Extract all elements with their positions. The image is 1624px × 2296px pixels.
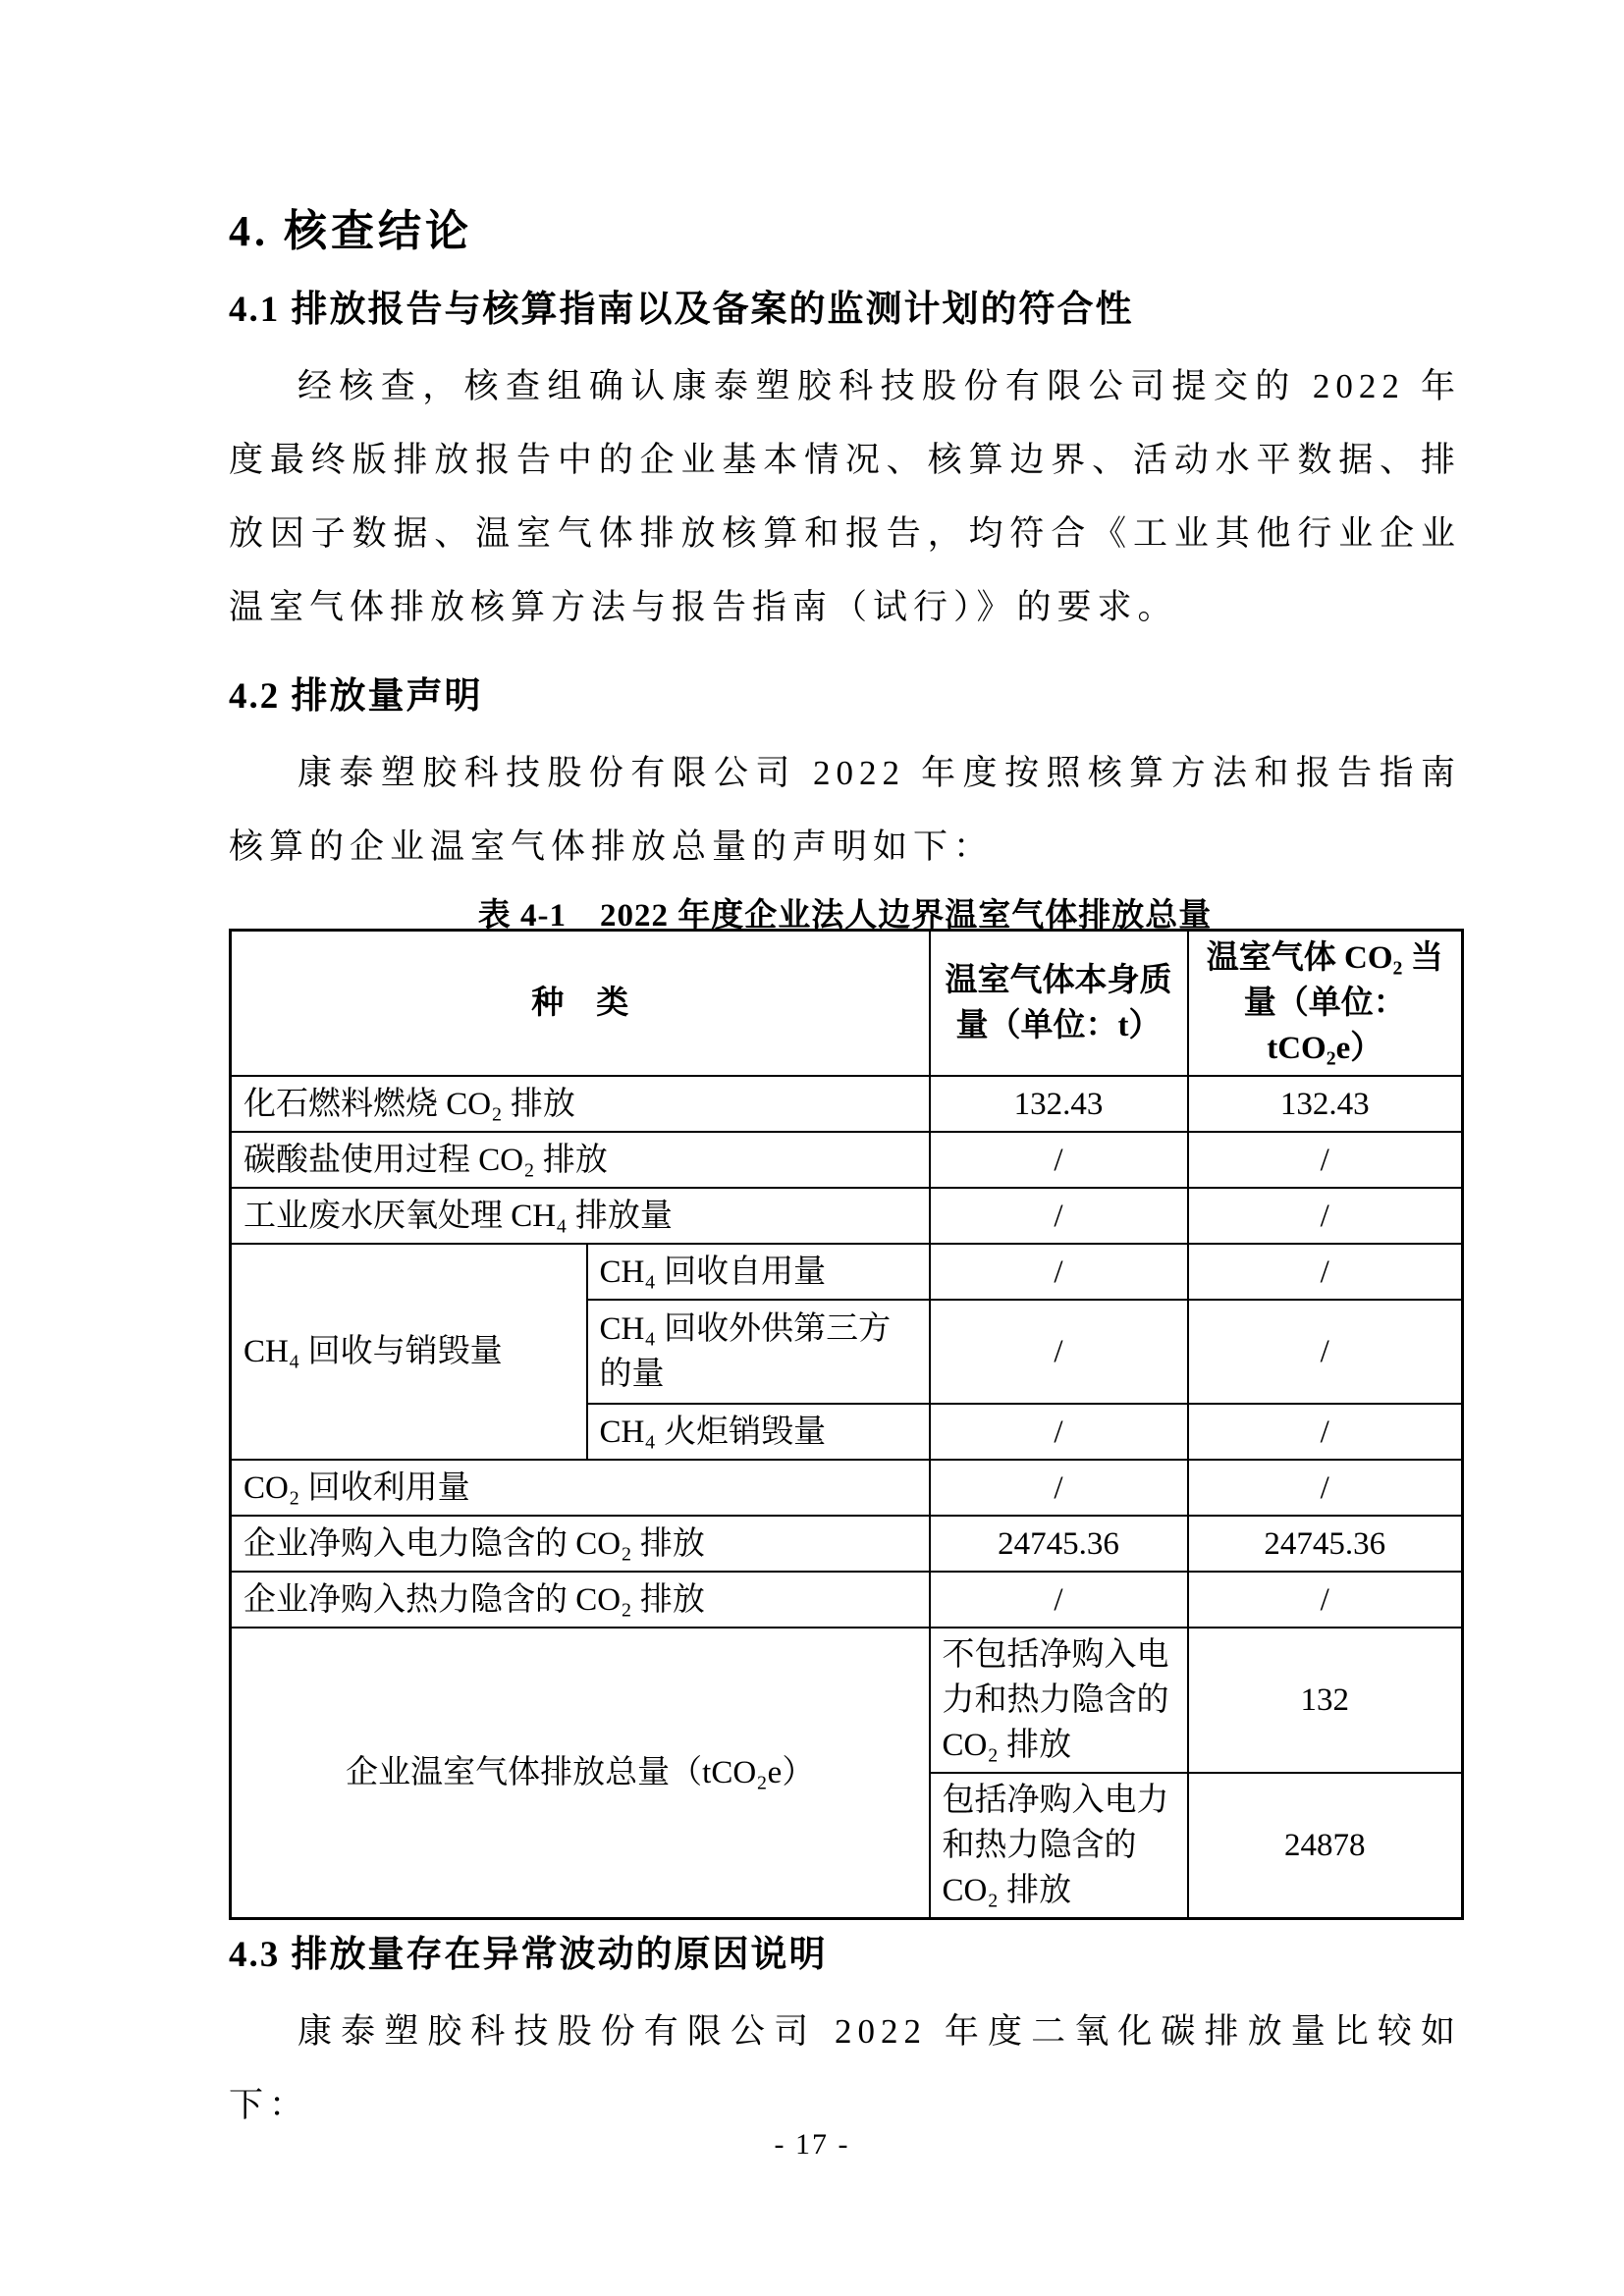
row-total-excl-value: 132 (1188, 1628, 1463, 1773)
row-heat-label: 企业净购入热力隐含的 CO₂ 排放 (231, 1572, 930, 1628)
row-co2-recovery-mass: / (930, 1460, 1188, 1516)
emissions-table (229, 929, 1464, 1920)
row-fossil-co2e: 132.43 (1188, 1076, 1463, 1132)
row-ch4-third-mass: / (930, 1300, 1188, 1404)
row-electricity-label: 企业净购入电力隐含的 CO₂ 排放 (231, 1516, 930, 1572)
row-heat-co2e: / (1188, 1572, 1463, 1628)
header-category: 种 类 (231, 931, 930, 1077)
table-row (231, 1076, 1463, 1132)
row-ch4-flare-co2e: / (1188, 1404, 1463, 1460)
row-total-incl-label: 包括净购入电力和热力隐含的 CO₂ 排放 (930, 1773, 1188, 1919)
row-fossil-label: 化石燃料燃烧 CO₂ 排放 (231, 1076, 930, 1132)
section-4-1-heading: 4.1 排放报告与核算指南以及备案的监测计划的符合性 (229, 290, 1134, 330)
table-row (231, 1628, 1463, 1773)
page-content (229, 0, 1461, 2142)
row-wastewater-label: 工业废水厌氧处理 CH₄ 排放量 (231, 1188, 930, 1244)
row-total-excl-label: 不包括净购入电力和热力隐含的 CO₂ 排放 (930, 1628, 1188, 1773)
header-co2-equivalent: 温室气体 CO₂ 当量（单位：tCO₂e） (1188, 931, 1463, 1077)
table-row (231, 1572, 1463, 1628)
page-number: - 17 - (774, 2128, 850, 2161)
header-gas-mass: 温室气体本身质量（单位：t） (930, 931, 1188, 1077)
row-carbonate-co2e: / (1188, 1132, 1463, 1188)
row-ch4-third-label: CH₄ 回收外供第三方的量 (587, 1300, 930, 1404)
row-wastewater-mass: / (930, 1188, 1188, 1244)
row-ch4-third-co2e: / (1188, 1300, 1463, 1404)
row-electricity-co2e: 24745.36 (1188, 1516, 1463, 1572)
row-carbonate-mass: / (930, 1132, 1188, 1188)
section-4-3-paragraph: 康泰塑胶科技股份有限公司 2022 年度二氧化碳排放量比较如下： (229, 2012, 1461, 2124)
row-electricity-mass: 24745.36 (930, 1516, 1188, 1572)
row-ch4-self-label: CH₄ 回收自用量 (587, 1244, 930, 1300)
row-ch4-group-label: CH₄ 回收与销毁量 (231, 1244, 587, 1460)
row-ch4-self-mass: / (930, 1244, 1188, 1300)
section-4-3-heading: 4.3 排放量存在异常波动的原因说明 (229, 1935, 828, 1975)
row-heat-mass: / (930, 1572, 1188, 1628)
section-4-heading: 4. 核查结论 (229, 207, 472, 255)
row-total-label: 企业温室气体排放总量（tCO₂e） (231, 1628, 930, 1919)
row-wastewater-co2e: / (1188, 1188, 1463, 1244)
table-header-row (231, 931, 1463, 1077)
table-row (231, 1132, 1463, 1188)
table-row (231, 1244, 1463, 1300)
section-4-2-paragraph: 康泰塑胶科技股份有限公司 2022 年度按照核算方法和报告指南核算的企业温室气体排放总量的声明如下： (229, 754, 1461, 866)
section-4-1-paragraph: 经核查，核查组确认康泰塑胶科技股份有限公司提交的 2022 年度最终版排放报告中的企业基本情况、核算边界、活动水平数据、排放因子数据、温室气体排放核算和报告，均符合《工业其他行业企业温室气体排放核算方法与报告指南（试行）》的要求。 (229, 367, 1461, 626)
row-ch4-flare-label: CH₄ 火炬销毁量 (587, 1404, 930, 1460)
row-fossil-mass: 132.43 (930, 1076, 1188, 1132)
table-row (231, 1460, 1463, 1516)
row-co2-recovery-label: CO₂ 回收利用量 (231, 1460, 930, 1516)
row-ch4-self-co2e: / (1188, 1244, 1463, 1300)
row-co2-recovery-co2e: / (1188, 1460, 1463, 1516)
row-ch4-flare-mass: / (930, 1404, 1188, 1460)
table-row (231, 1516, 1463, 1572)
table-4-1-caption: 表 4-1 2022 年度企业法人边界温室气体排放总量 (477, 898, 1213, 934)
row-total-incl-value: 24878 (1188, 1773, 1463, 1919)
row-carbonate-label: 碳酸盐使用过程 CO₂ 排放 (231, 1132, 930, 1188)
section-4-2-heading: 4.2 排放量声明 (229, 676, 483, 717)
table-row (231, 1188, 1463, 1244)
